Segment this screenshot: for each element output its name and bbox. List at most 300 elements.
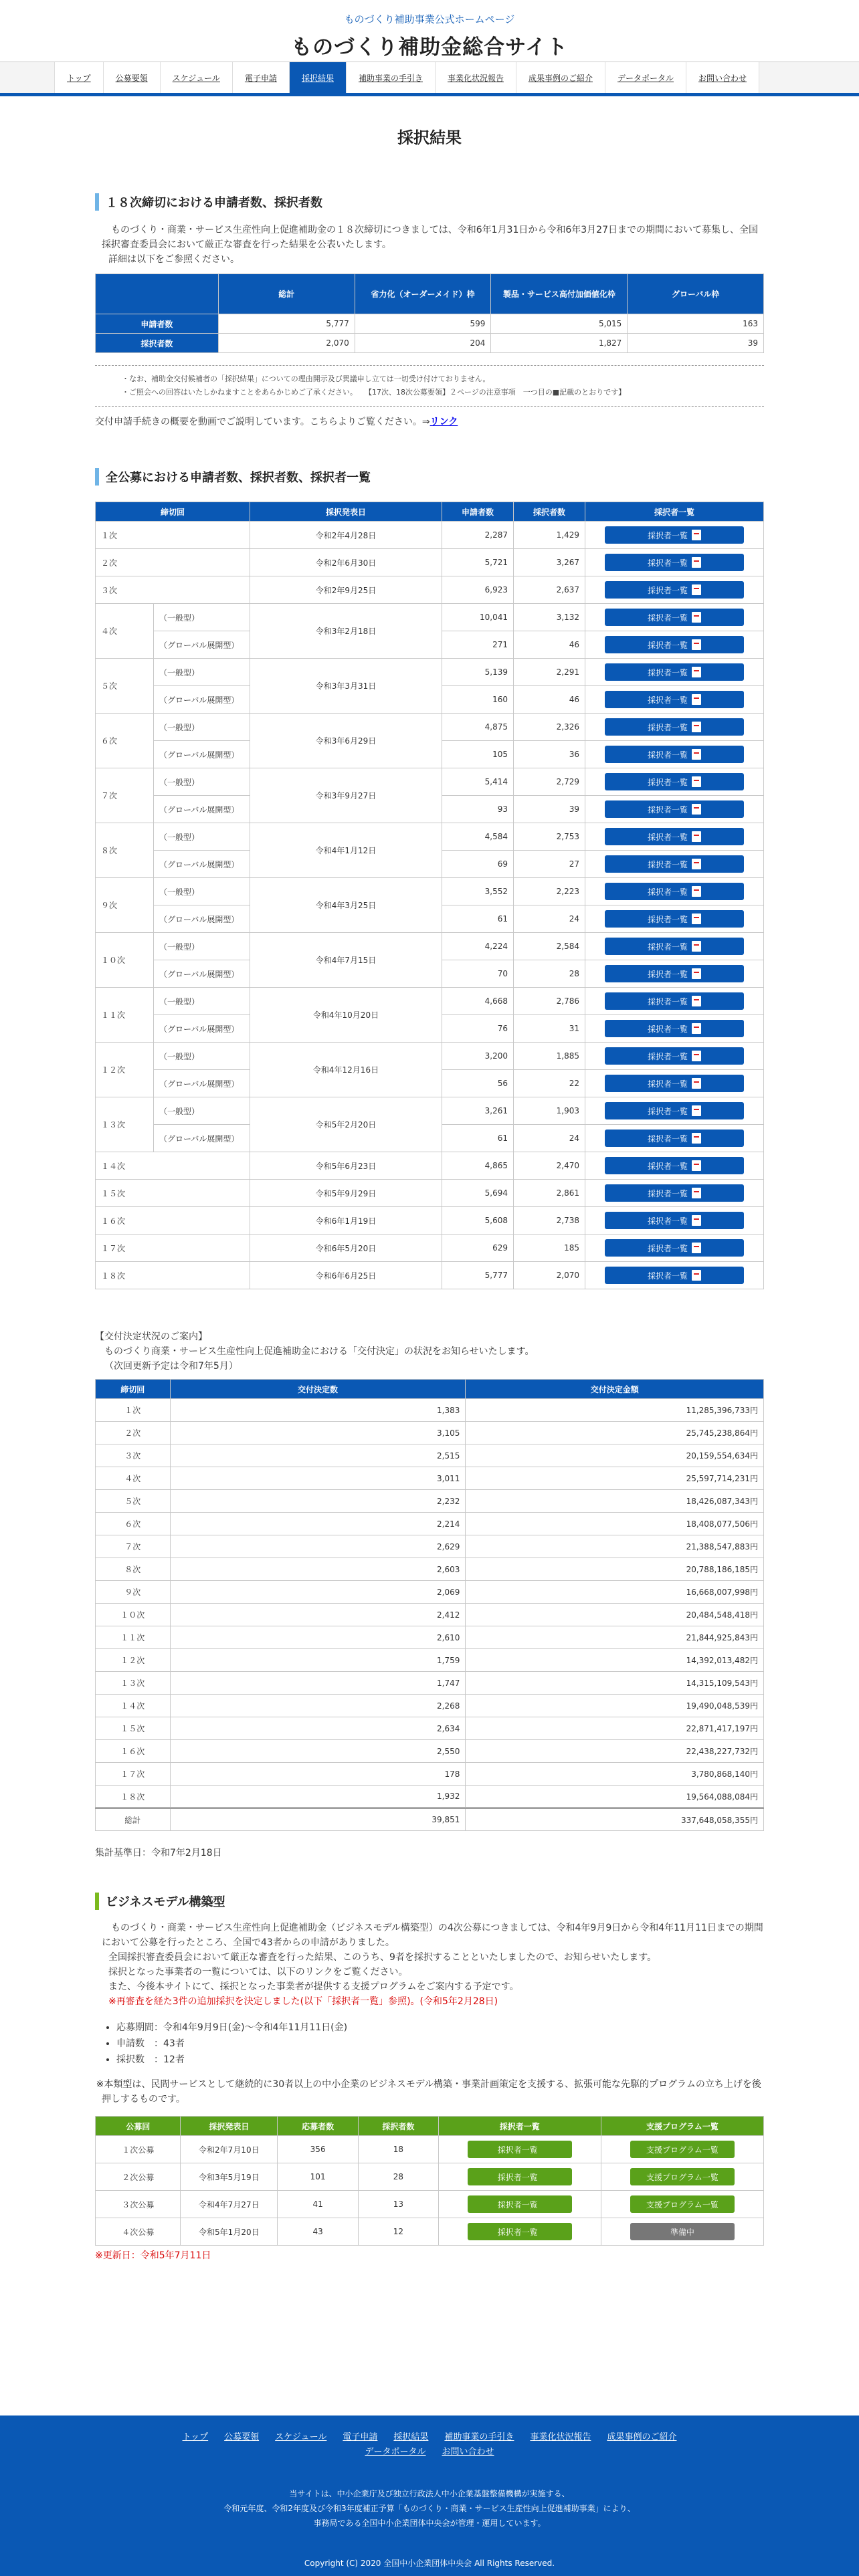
adopt-cell: 2,223 [514, 878, 585, 905]
pdf-icon [692, 612, 701, 623]
type-cell: （グローバル展開型） [154, 631, 250, 659]
pdf-icon [692, 639, 701, 650]
date-cell: 令和5年9月29日 [250, 1180, 442, 1207]
adopted-list-button[interactable] [605, 883, 744, 900]
date-cell: 令和4年7月15日 [250, 933, 442, 988]
date-cell: 令和4年3月25日 [250, 878, 442, 933]
biz-adopt: 13 [359, 2191, 439, 2218]
nav-item-8[interactable]: データポータル [605, 62, 686, 93]
button-cell [585, 1180, 764, 1207]
adopted-list-button[interactable] [605, 1075, 744, 1092]
adopted-list-button[interactable] [605, 609, 744, 626]
round18-row-label: 申請者数 [96, 314, 219, 334]
biz-apply: 356 [278, 2136, 359, 2163]
button-cell [585, 933, 764, 960]
button-label: 採択者一覧 [647, 942, 688, 952]
footer-link[interactable]: 成果事例のご紹介 [607, 2432, 677, 2442]
biz-list-cell [438, 2136, 601, 2163]
footer-link[interactable]: 電子申請 [343, 2432, 378, 2442]
round-cell: １次 [96, 522, 250, 549]
adopted-list-button[interactable] [605, 992, 744, 1010]
button-cell [585, 1235, 764, 1262]
adopt-cell: 46 [514, 631, 585, 659]
apply-cell: 2,287 [442, 522, 514, 549]
pdf-icon [692, 996, 701, 1006]
program-list-button[interactable]: 支援プログラム一覧 [630, 2141, 735, 2158]
footer-link[interactable]: お問い合わせ [442, 2447, 494, 2457]
kofu-round: １５次 [96, 1717, 171, 1740]
video-link[interactable]: リンク [430, 417, 458, 427]
adopted-list-button[interactable] [605, 1102, 744, 1119]
round-cell: １２次 [96, 1043, 154, 1097]
adopt-cell: 2,291 [514, 659, 585, 686]
kofu-count: 2,412 [170, 1604, 466, 1626]
date-cell: 令和6年6月25日 [250, 1262, 442, 1289]
section-kofu [95, 1329, 764, 1860]
kofu-amount: 22,871,417,197円 [466, 1717, 764, 1740]
button-cell [585, 741, 764, 768]
pdf-icon [692, 804, 701, 815]
kofu-amount: 21,844,925,843円 [466, 1626, 764, 1649]
round-cell: １１次 [96, 988, 154, 1043]
biz-row [96, 2163, 764, 2191]
button-label: 採択者一覧 [647, 887, 688, 897]
button-label: 採択者一覧 [647, 613, 688, 623]
kofu-count: 1,747 [170, 1672, 466, 1695]
pdf-icon [692, 859, 701, 869]
kofu-row [96, 1740, 764, 1763]
adopted-list-button[interactable] [468, 2168, 572, 2185]
nav-item-0[interactable]: トップ [54, 62, 104, 93]
type-cell: （グローバル展開型） [154, 960, 250, 988]
adopted-list-button[interactable] [468, 2195, 572, 2213]
adopted-list-button[interactable] [605, 554, 744, 571]
button-label: 採択者一覧 [647, 1243, 688, 1253]
button-label: 採択者一覧 [647, 667, 688, 677]
kofu-count: 3,011 [170, 1467, 466, 1490]
apply-cell: 4,668 [442, 988, 514, 1015]
apply-cell: 69 [442, 851, 514, 878]
apply-cell: 629 [442, 1235, 514, 1262]
apply-cell: 93 [442, 796, 514, 823]
kofu-count: 3,105 [170, 1422, 466, 1444]
kofu-round: ７次 [96, 1535, 171, 1558]
biz-header-3: 採択者数 [359, 2117, 439, 2136]
adopted-list-button[interactable] [605, 526, 744, 544]
kofu-amount: 22,438,227,732円 [466, 1740, 764, 1763]
round18-cell: 5,015 [491, 314, 628, 334]
apply-cell: 4,865 [442, 1152, 514, 1180]
kofu-total-count: 39,851 [170, 1808, 466, 1831]
round18-cell: 599 [355, 314, 491, 334]
kofu-count: 2,634 [170, 1717, 466, 1740]
biz-header-4: 採択者一覧 [438, 2117, 601, 2136]
round18-row [96, 334, 764, 353]
apply-cell: 10,041 [442, 604, 514, 631]
biz-program-cell [601, 2191, 763, 2218]
footer-link[interactable]: 補助事業の手引き [444, 2432, 514, 2442]
apply-cell: 5,608 [442, 1207, 514, 1235]
adopt-cell: 2,738 [514, 1207, 585, 1235]
button-label: 採択者一覧 [647, 585, 688, 595]
biz-round: １次公募 [96, 2136, 181, 2163]
round-cell: ５次 [96, 659, 154, 714]
apply-cell: 70 [442, 960, 514, 988]
biz-adopt: 12 [359, 2218, 439, 2246]
button-cell [585, 631, 764, 659]
kofu-count: 178 [170, 1763, 466, 1786]
adopted-list-button[interactable] [605, 1020, 744, 1037]
kofu-count: 2,515 [170, 1444, 466, 1467]
date-cell: 令和5年2月20日 [250, 1097, 442, 1152]
button-label: 採択者一覧 [647, 996, 688, 1006]
pdf-icon [692, 1105, 701, 1116]
apply-cell: 6,923 [442, 576, 514, 604]
biz-program-cell [601, 2136, 763, 2163]
kofu-row [96, 1422, 764, 1444]
program-list-button[interactable]: 支援プログラム一覧 [630, 2195, 735, 2213]
button-label: 採択者一覧 [647, 750, 688, 760]
nav-item-5[interactable]: 補助事業の手引き [347, 62, 436, 93]
pdf-icon [692, 776, 701, 787]
pdf-icon [692, 1023, 701, 1034]
kofu-amount: 20,788,186,185円 [466, 1558, 764, 1581]
button-label: 採択者一覧 [647, 1161, 688, 1171]
biz-row [96, 2191, 764, 2218]
button-label: 採択者一覧 [647, 1051, 688, 1061]
kofu-round: ９次 [96, 1581, 171, 1604]
adopted-list-button[interactable] [605, 1047, 744, 1065]
round-cell: １０次 [96, 933, 154, 988]
date-cell: 令和2年4月28日 [250, 522, 442, 549]
kofu-row [96, 1444, 764, 1467]
biz-note: ※本類型は、民間サービスとして継続的に30者以上の中小企業のビジネスモデル構築・事業計画策定を支援する、拡張可能な先駆的プログラムの立ち上げを後押しするものです。 [96, 2079, 761, 2105]
all-rounds-row [96, 1043, 764, 1070]
adopted-list-button[interactable] [605, 1157, 744, 1174]
round18-table [95, 274, 764, 353]
biz-table [95, 2116, 764, 2246]
button-cell [585, 768, 764, 796]
button-label: 採択者一覧 [647, 640, 688, 650]
round18-cell: 204 [355, 334, 491, 353]
kofu-amount: 18,426,087,343円 [466, 1490, 764, 1513]
program-list-button[interactable]: 支援プログラム一覧 [630, 2168, 735, 2185]
apply-cell: 56 [442, 1070, 514, 1097]
kofu-next-update: （次回更新予定は令和7年5月） [104, 1361, 238, 1372]
footer-link[interactable]: トップ [182, 2432, 209, 2442]
adopted-list-button[interactable] [605, 938, 744, 955]
kofu-round: １次 [96, 1399, 171, 1422]
adopt-cell: 24 [514, 905, 585, 933]
kofu-count: 2,610 [170, 1626, 466, 1649]
button-label: 採択者一覧 [647, 1134, 688, 1144]
nav-item-9[interactable]: お問い合わせ [686, 62, 759, 93]
biz-apply: 43 [278, 2218, 359, 2246]
adopted-list-button[interactable] [605, 1212, 744, 1229]
adopted-list-button[interactable] [605, 773, 744, 790]
button-label: 採択者一覧 [647, 1106, 688, 1116]
date-cell: 令和6年1月19日 [250, 1207, 442, 1235]
kofu-amount: 16,668,007,998円 [466, 1581, 764, 1604]
kofu-round: １４次 [96, 1695, 171, 1717]
adopted-list-button[interactable] [605, 910, 744, 928]
button-cell [585, 878, 764, 905]
pdf-icon [692, 1243, 701, 1253]
kofu-amount: 25,745,238,864円 [466, 1422, 764, 1444]
button-cell [585, 905, 764, 933]
round18-header-4: グローバル枠 [628, 274, 764, 314]
site-footer [0, 2416, 859, 2576]
biz-date: 令和4年7月27日 [181, 2191, 278, 2218]
type-cell: （一般型） [154, 768, 250, 796]
pdf-icon [692, 557, 701, 568]
date-cell: 令和2年6月30日 [250, 549, 442, 576]
button-cell [585, 714, 764, 741]
button-label: 採択者一覧 [647, 558, 688, 568]
kofu-amount: 25,597,714,231円 [466, 1467, 764, 1490]
nav-item-2[interactable]: スケジュール [161, 62, 233, 93]
round-cell: １４次 [96, 1152, 250, 1180]
adopted-list-button[interactable] [468, 2141, 572, 2158]
site-title[interactable]: ものづくり補助金総合サイト [291, 35, 568, 60]
nav-item-7[interactable]: 成果事例のご紹介 [516, 62, 605, 93]
button-label: 採択者一覧 [647, 832, 688, 842]
biz-round: ４次公募 [96, 2218, 181, 2246]
kofu-row [96, 1467, 764, 1490]
button-cell [585, 1152, 764, 1180]
button-label: 採択者一覧 [647, 1271, 688, 1281]
adopted-list-button[interactable] [605, 828, 744, 845]
date-cell: 令和4年12月16日 [250, 1043, 442, 1097]
kofu-total-row [96, 1808, 764, 1831]
adopt-cell: 2,326 [514, 714, 585, 741]
round-cell: ２次 [96, 549, 250, 576]
kofu-round: ６次 [96, 1513, 171, 1535]
all-rounds-row [96, 1262, 764, 1289]
adopted-list-button[interactable] [468, 2223, 572, 2240]
biz-bullet: • 採択数 ：12者 [116, 2052, 764, 2068]
button-cell [585, 604, 764, 631]
kofu-amount: 21,388,547,883円 [466, 1535, 764, 1558]
round18-note-1: ・なお、補助金交付候補者の「採択結果」についての理由開示及び異議申し立ては一切受け付けておりません。 [122, 374, 490, 383]
kofu-row [96, 1558, 764, 1581]
adopted-list-button[interactable] [605, 855, 744, 873]
kofu-amount: 19,490,048,539円 [466, 1695, 764, 1717]
nav-item-1[interactable]: 公募要領 [104, 62, 161, 93]
pdf-icon [692, 584, 701, 595]
kofu-round: ４次 [96, 1467, 171, 1490]
round18-refer: 詳細は以下をご参照ください。 [108, 254, 240, 265]
adopt-cell: 2,861 [514, 1180, 585, 1207]
adopted-list-button[interactable] [605, 663, 744, 681]
all-rounds-row [96, 1180, 764, 1207]
footer-link[interactable]: 採択結果 [393, 2432, 429, 2442]
biz-list-cell [438, 2191, 601, 2218]
section-all-rounds [95, 468, 764, 1289]
button-label: 採択者一覧 [647, 804, 688, 815]
button-cell [585, 1125, 764, 1152]
adopted-list-button[interactable] [605, 691, 744, 708]
adopted-list-button[interactable] [605, 1239, 744, 1257]
kofu-row [96, 1535, 764, 1558]
adopt-cell: 2,786 [514, 988, 585, 1015]
adopt-cell: 2,470 [514, 1152, 585, 1180]
type-cell: （グローバル展開型） [154, 851, 250, 878]
biz-para-2: 全国採択審査委員会において厳正な審査を行った結果、このうち、9者を採択することといたしましたので、お知らせいたします。 [108, 1952, 657, 1963]
kofu-row [96, 1490, 764, 1513]
button-cell [585, 686, 764, 714]
adopt-cell: 1,903 [514, 1097, 585, 1125]
kofu-row [96, 1786, 764, 1808]
round-cell: １６次 [96, 1207, 250, 1235]
round-cell: ８次 [96, 823, 154, 878]
biz-date: 令和5年1月20日 [181, 2218, 278, 2246]
nav-item-3[interactable]: 電子申請 [233, 62, 290, 93]
adopt-cell: 2,729 [514, 768, 585, 796]
kofu-round: １２次 [96, 1649, 171, 1672]
biz-round: ２次公募 [96, 2163, 181, 2191]
adopted-list-button[interactable] [605, 718, 744, 736]
kofu-amount: 14,392,013,482円 [466, 1649, 764, 1672]
biz-header-1: 採択発表日 [181, 2117, 278, 2136]
kofu-total-label: 総計 [96, 1808, 171, 1831]
biz-header-0: 公募回 [96, 2117, 181, 2136]
round-cell: １３次 [96, 1097, 154, 1152]
kofu-amount: 3,780,868,140円 [466, 1763, 764, 1786]
kofu-amount: 14,315,109,543円 [466, 1672, 764, 1695]
adopt-cell: 3,267 [514, 549, 585, 576]
adopt-cell: 3,132 [514, 604, 585, 631]
round-cell: ４次 [96, 604, 154, 659]
section-heading-round18: １８次締切における申請者数、採択者数 [95, 193, 764, 211]
nav-item-4[interactable]: 採択結果 [290, 62, 347, 93]
adopted-list-button[interactable] [605, 636, 744, 653]
adopted-list-button[interactable] [605, 1130, 744, 1147]
adopt-cell: 36 [514, 741, 585, 768]
kofu-round: １１次 [96, 1626, 171, 1649]
apply-cell: 61 [442, 905, 514, 933]
type-cell: （一般型） [154, 1097, 250, 1125]
date-cell: 令和5年6月23日 [250, 1152, 442, 1180]
type-cell: （グローバル展開型） [154, 686, 250, 714]
button-cell [585, 1015, 764, 1043]
button-label: 採択者一覧 [497, 2145, 538, 2155]
kofu-round: ２次 [96, 1422, 171, 1444]
biz-program-cell [601, 2218, 763, 2246]
button-cell [585, 549, 764, 576]
all-rounds-row [96, 549, 764, 576]
kofu-row [96, 1763, 764, 1786]
pdf-icon [692, 941, 701, 952]
adopted-list-button[interactable] [605, 800, 744, 818]
apply-cell: 271 [442, 631, 514, 659]
adopt-cell: 28 [514, 960, 585, 988]
adopt-cell: 46 [514, 686, 585, 714]
kofu-amount: 18,408,077,506円 [466, 1513, 764, 1535]
round18-note-2: ・ご照会への回答はいたしかねますことをあらかじめご了承ください。 【17次、18次公募要領】２ページの注意事項 一つ目の■記載のとおりです】 [122, 388, 626, 397]
kofu-amount: 19,564,088,084円 [466, 1786, 764, 1808]
all-rounds-header-4: 採択者一覧 [585, 502, 764, 522]
all-rounds-row [96, 522, 764, 549]
button-label: 採択者一覧 [647, 969, 688, 979]
kofu-row [96, 1695, 764, 1717]
apply-cell: 5,414 [442, 768, 514, 796]
type-cell: （一般型） [154, 823, 250, 851]
adopt-cell: 24 [514, 1125, 585, 1152]
round18-row [96, 314, 764, 334]
all-rounds-row [96, 659, 764, 686]
apply-cell: 3,261 [442, 1097, 514, 1125]
all-rounds-row [96, 878, 764, 905]
all-rounds-header-1: 採択発表日 [250, 502, 442, 522]
kofu-desc: ものづくり商業・サービス生産性向上促進補助金における「交付決定」の状況をお知らせいたします。 [104, 1346, 535, 1357]
pdf-icon [692, 1133, 701, 1144]
apply-cell: 61 [442, 1125, 514, 1152]
kofu-count: 1,932 [170, 1786, 466, 1808]
kofu-table [95, 1379, 764, 1831]
adopted-list-button[interactable] [605, 1267, 744, 1284]
kofu-amount: 11,285,396,733円 [466, 1399, 764, 1422]
kofu-header-1: 交付決定数 [170, 1380, 466, 1399]
round18-notes [95, 365, 764, 407]
round18-cell: 163 [628, 314, 764, 334]
round-cell: ９次 [96, 878, 154, 933]
button-label: 採択者一覧 [497, 2227, 538, 2237]
biz-date: 令和3年5月19日 [181, 2163, 278, 2191]
footer-link[interactable]: 事業化状況報告 [530, 2432, 591, 2442]
adopted-list-button[interactable] [605, 965, 744, 982]
date-cell: 令和3年3月31日 [250, 659, 442, 714]
all-rounds-row [96, 823, 764, 851]
date-cell: 令和3年6月29日 [250, 714, 442, 768]
adopted-list-button[interactable] [605, 581, 744, 599]
section-business-model [95, 1893, 764, 2263]
kofu-count: 2,214 [170, 1513, 466, 1535]
button-cell [585, 1097, 764, 1125]
round-cell: ３次 [96, 576, 250, 604]
biz-date: 令和2年7月10日 [181, 2136, 278, 2163]
kofu-row [96, 1672, 764, 1695]
type-cell: （一般型） [154, 878, 250, 905]
apply-cell: 4,224 [442, 933, 514, 960]
all-rounds-row [96, 1235, 764, 1262]
footer-link[interactable]: データポータル [365, 2447, 426, 2457]
nav-item-6[interactable]: 事業化状況報告 [436, 62, 516, 93]
kofu-amount: 20,159,554,634円 [466, 1444, 764, 1467]
pdf-icon [692, 1188, 701, 1198]
adopt-cell: 31 [514, 1015, 585, 1043]
biz-para-red: ※再審査を経た3件の追加採択を決定しました(以下「採択者一覧」参照)。(令和5年2月28日) [108, 1996, 498, 2007]
adopted-list-button[interactable] [605, 746, 744, 763]
type-cell: （一般型） [154, 659, 250, 686]
footer-links [0, 2430, 859, 2460]
all-rounds-header-0: 締切回 [96, 502, 250, 522]
type-cell: （グローバル展開型） [154, 1125, 250, 1152]
type-cell: （一般型） [154, 604, 250, 631]
date-cell: 令和4年10月20日 [250, 988, 442, 1043]
button-label: 採択者一覧 [647, 1216, 688, 1226]
biz-list-cell [438, 2163, 601, 2191]
biz-para-4: また、今後本サイトにて、採択となった事業者が提供する支援プログラムをご案内する予定です。 [108, 1981, 519, 1992]
button-label: 採択者一覧 [647, 695, 688, 705]
adopted-list-button[interactable] [605, 1184, 744, 1202]
pdf-icon [692, 667, 701, 677]
pdf-icon [692, 722, 701, 732]
footer-link[interactable]: スケジュール [275, 2432, 327, 2442]
round-cell: １８次 [96, 1262, 250, 1289]
round18-header-1: 総計 [218, 274, 355, 314]
footer-link[interactable]: 公募要領 [224, 2432, 260, 2442]
